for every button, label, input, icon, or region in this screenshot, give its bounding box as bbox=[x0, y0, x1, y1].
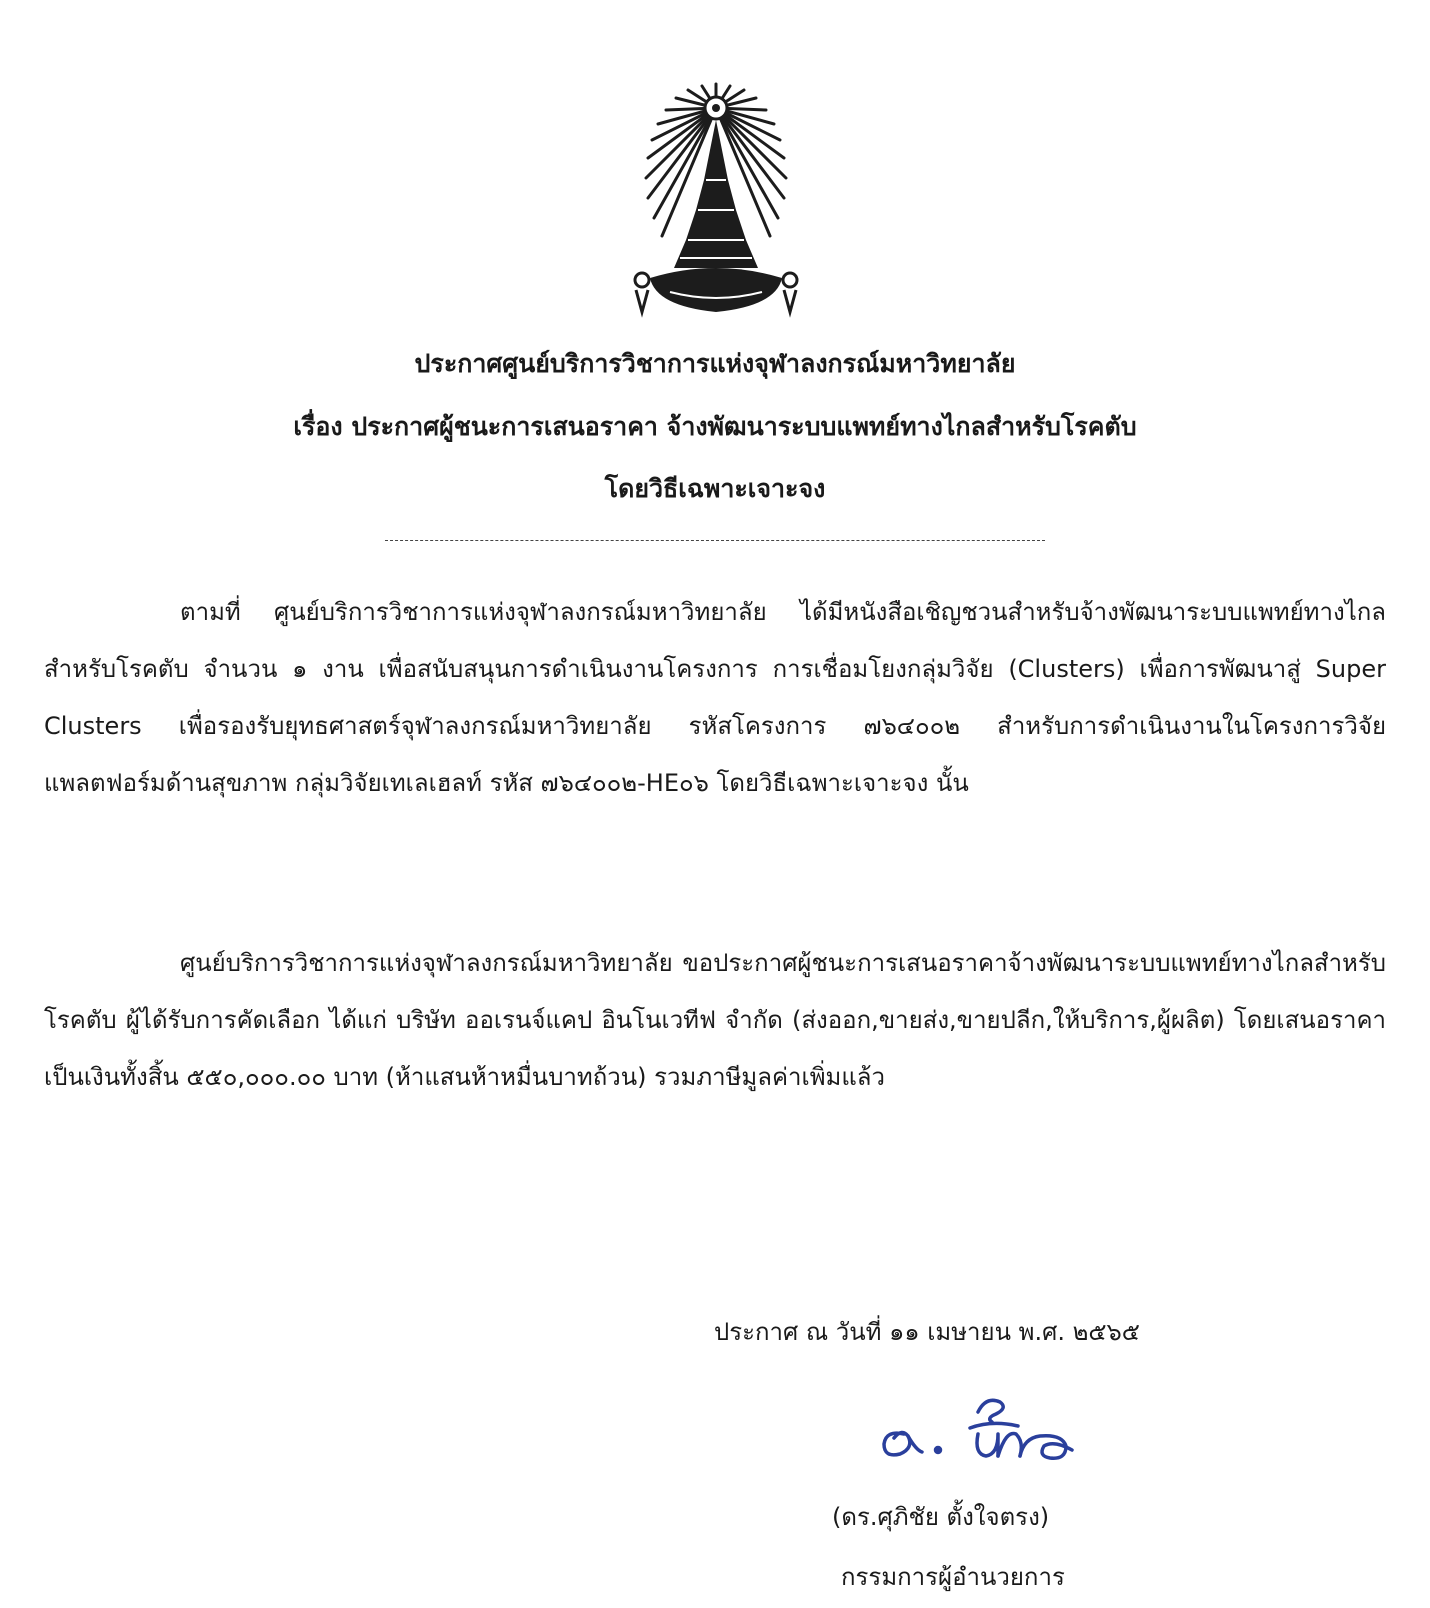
signer-title: กรรมการผู้อำนวยการ bbox=[841, 1563, 1065, 1591]
heading-separator bbox=[385, 540, 1045, 541]
heading-method-line: โดยวิธีเฉพาะเจาะจง bbox=[604, 474, 826, 503]
paragraph-background bbox=[44, 584, 1386, 812]
handwritten-signature bbox=[874, 1390, 1104, 1470]
heading-subject-line: เรื่อง ประกาศผู้ชนะการเสนอราคา จ้างพัฒนาระบบแพทย์ทางไกลสำหรับโรคตับ bbox=[293, 412, 1137, 441]
heading-line-1: ประกาศศูนย์บริการวิชาการแห่งจุฬาลงกรณ์มหาวิทยาลัย bbox=[414, 349, 1016, 378]
paragraph-1-text: ตามที่ ศูนย์บริการวิชาการแห่งจุฬาลงกรณ์มหาวิทยาลัย ได้มีหนังสือเชิญชวนสำหรับจ้างพัฒนาระบบแพทย์ทางไกลสำหรับโรคตับ จำนวน ๑ งาน เพื่อสนับสนุนการดำเนินงานโครงการ การเชื่อมโยงกลุ่มวิจัย (Clusters) เพื่อการพัฒนาสู่ Super Clusters เพื่อรองรับยุทธศาสตร์จุฬาลงกรณ์มหาวิทยาลัย รหัสโครงการ ๗๖๔๐๐๒ สำหรับการดำเนินงานในโครงการวิจัยแพลตฟอร์มด้านสุขภาพ กลุ่มวิจัยเทเลเฮลท์ รหัส ๗๖๔๐๐๒-HE๐๖ โดยวิธีเฉพาะเจาะจง นั้น bbox=[44, 598, 1386, 797]
announcement-date: ประกาศ ณ วันที่ ๑๑ เมษายน พ.ศ. ๒๕๖๕ bbox=[714, 1318, 1140, 1346]
paragraph-2-text: ศูนย์บริการวิชาการแห่งจุฬาลงกรณ์มหาวิทยาลัย ขอประกาศผู้ชนะการเสนอราคาจ้างพัฒนาระบบแพทย์ทางไกลสำหรับโรคตับ ผู้ได้รับการคัดเลือก ได้แก่ บริษัท ออเรนจ์แคป อินโนเวทีฟ จำกัด (ส่งออก,ขายส่ง,ขายปลีก,ให้บริการ,ผู้ผลิต) โดยเสนอราคาเป็นเงินทั้งสิ้น ๕๕๐,๐๐๐.๐๐ บาท (ห้าแสนห้าหมื่นบาทถ้วน) รวมภาษีมูลค่าเพิ่มแล้ว bbox=[44, 949, 1386, 1091]
paragraph-award bbox=[44, 935, 1386, 1106]
university-emblem-logo bbox=[626, 80, 806, 342]
signer-name: (ดร.ศุภิชัย ตั้งใจตรง) bbox=[832, 1503, 1050, 1531]
